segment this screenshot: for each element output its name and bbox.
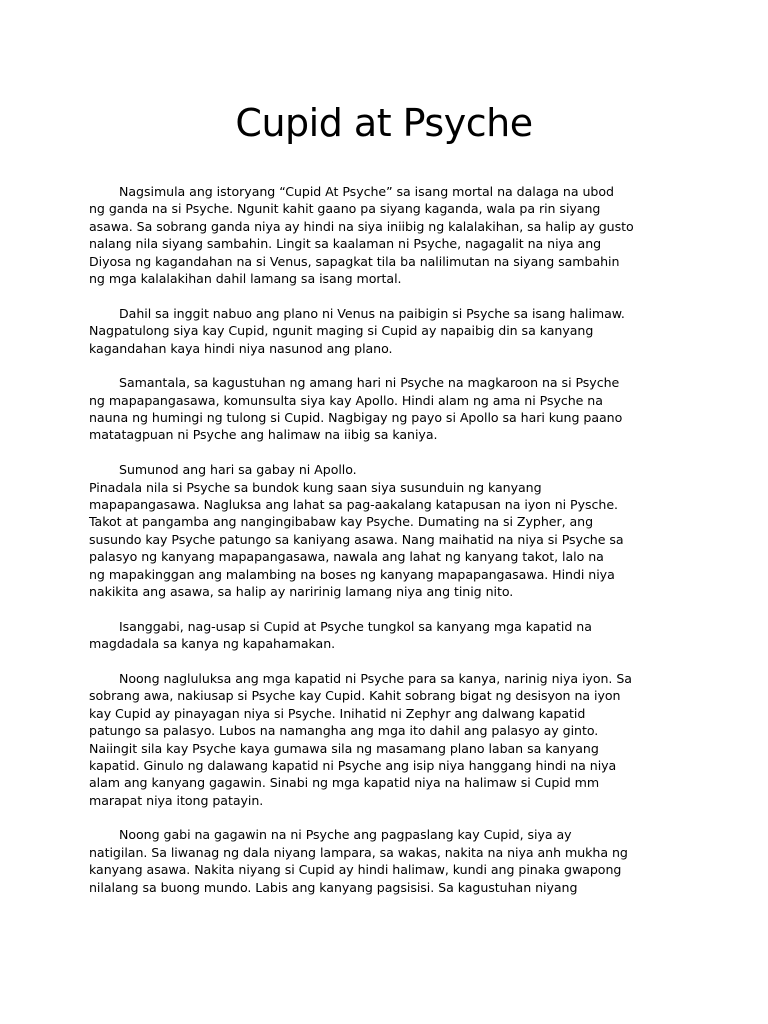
paragraph	[89, 461, 683, 600]
text-line: ng mapapangasawa, komunsulta siya kay Apollo. Hindi alam ng ama ni Psyche na	[89, 392, 603, 408]
text-line: mapapangasawa. Nagluksa ang lahat sa pag-aakalang katapusan na iyon ni Pysche.	[89, 497, 618, 513]
text-line: nilalang sa buong mundo. Labis ang kanyang pagsisisi. Sa kagustuhan niyang	[89, 879, 578, 895]
text-line: kagandahan kaya hindi niya nasunod ang plano.	[89, 340, 393, 356]
text-line: marapat niya itong patayin.	[89, 792, 264, 808]
text-line: Noong nagluluksa ang mga kapatid ni Psyche para sa kanya, narinig niya iyon. Sa	[119, 670, 632, 686]
text-line: asawa. Sa sobrang ganda niya ay hindi na siya iniibig ng kalalakihan, sa halip ay gusto	[89, 218, 634, 234]
text-line: natigilan. Sa liwanag ng dala niyang lampara, sa wakas, nakita na niya anh mukha ng	[89, 844, 628, 860]
text-line: kay Cupid ay pinayagan niya si Psyche. Inihatid ni Zephyr ang dalwang kapatid	[89, 705, 586, 721]
paragraph	[89, 618, 683, 653]
text-line: nauna ng humingi ng tulong si Cupid. Nagbigay ng payo si Apollo sa hari kung paano	[89, 410, 623, 426]
text-line: Nagsimula ang istoryang “Cupid At Psyche” sa isang mortal na dalaga na ubod	[119, 184, 614, 199]
text-line: susundo kay Psyche patungo sa kaniyang asawa. Nang maihatid na niya si Psyche sa	[89, 531, 624, 547]
text-line: kapatid. Ginulo ng dalawang kapatid ni Psyche ang isip niya hanggang hindi na niya	[89, 757, 617, 773]
text-line: patungo sa palasyo. Lubos na namangha ang mga ito dahil ang palasyo ay ginto.	[89, 723, 599, 739]
paragraph	[89, 183, 683, 287]
text-line: ng mapakinggan ang malambing na boses ng kanyang mapapangasawa. Hindi niya	[89, 566, 615, 582]
text-line: kanyang asawa. Nakita niyang si Cupid ay hindi halimaw, kundi ang pinaka gwapong	[89, 862, 622, 878]
document-body	[89, 183, 683, 913]
text-line: Noong gabi na gagawin na ni Psyche ang pagpaslang kay Cupid, siya ay	[119, 827, 572, 843]
text-line: nakikita ang asawa, sa halip ay naririnig lamang niya ang tinig nito.	[89, 583, 514, 599]
text-line: Isanggabi, nag-usap si Cupid at Psyche tungkol sa kanyang mga kapatid na	[119, 618, 592, 634]
text-line: ng mga kalalakihan dahil lamang sa isang mortal.	[89, 270, 402, 286]
text-line: Samantala, sa kagustuhan ng amang hari ni Psyche na magkaroon na si Psyche	[119, 375, 620, 391]
text-line: sobrang awa, nakiusap si Psyche kay Cupid. Kahit sobrang bigat ng desisyon na iyon	[89, 688, 621, 704]
text-line: matatagpuan ni Psyche ang halimaw na iibig sa kaniya.	[89, 427, 438, 443]
text-line: nalang nila siyang sambahin. Lingit sa kaalaman ni Psyche, nagagalit na niya ang	[89, 236, 602, 252]
paragraph	[89, 670, 683, 809]
text-line: Pinadala nila si Psyche sa bundok kung saan siya susunduin ng kanyang	[89, 479, 542, 495]
text-line: palasyo ng kanyang mapapangasawa, nawala ang lahat ng kanyang takot, lalo na	[89, 549, 604, 565]
text-line: alam ang kanyang gagawin. Sinabi ng mga kapatid niya na halimaw si Cupid mm	[89, 775, 600, 791]
text-line: Naiingit sila kay Psyche kaya gumawa sila ng masamang plano laban sa kanyang	[89, 740, 599, 756]
text-line: Takot at pangamba ang nangingibabaw kay Psyche. Dumating na si Zypher, ang	[89, 514, 594, 530]
text-line: Diyosa ng kagandahan na si Venus, sapagkat tila ba nalilimutan na siyang sambahin	[89, 253, 620, 269]
page-title: Cupid at Psyche	[235, 101, 533, 145]
text-line: Sumunod ang hari sa gabay ni Apollo.	[119, 462, 357, 478]
text-line: ng ganda na si Psyche. Ngunit kahit gaano pa siyang kaganda, wala pa rin siyang	[89, 201, 601, 217]
paragraph	[89, 305, 683, 357]
text-line: Nagpatulong siya kay Cupid, ngunit maging si Cupid ay napaibig din sa kanyang	[89, 323, 594, 339]
paragraph	[89, 826, 683, 896]
text-line: Dahil sa inggit nabuo ang plano ni Venus na paibigin si Psyche sa isang halimaw.	[119, 305, 625, 321]
paragraph	[89, 374, 683, 444]
text-line: magdadala sa kanya ng kapahamakan.	[89, 636, 336, 652]
